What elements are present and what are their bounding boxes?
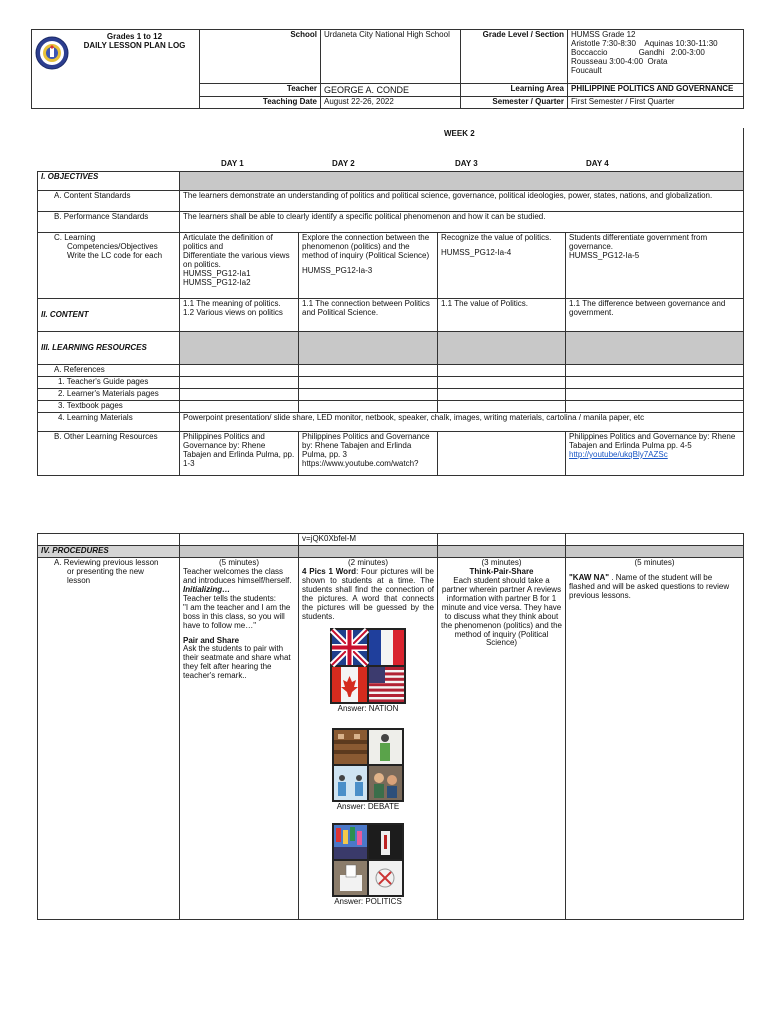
comp-label-line: C. Learning — [54, 233, 96, 242]
grade-value — [568, 30, 744, 84]
content-line: 1.1 The difference between governance and government. — [569, 299, 726, 317]
other-label: B. Other Learning Resources — [38, 431, 180, 475]
comp-day3 — [438, 233, 566, 299]
game-desc — [302, 568, 434, 622]
time-label: (5 minutes) — [218, 557, 259, 567]
usa-flag-icon — [369, 667, 404, 702]
resources-grey — [299, 332, 438, 365]
mat-label: 4. Learning Materials — [38, 412, 180, 431]
tps-title: Think-Pair-Share — [469, 566, 534, 576]
resources-heading: III. LEARNING RESOURCES — [38, 332, 180, 365]
quote-text: "I am the teacher and I am the boss in this class, so you will have to follow me…" — [183, 602, 291, 630]
empty-cell — [180, 400, 299, 412]
date-value: August 22-26, 2022 — [321, 97, 461, 109]
title-line-1: Grades 1 to 12 — [106, 32, 163, 41]
school-label: School — [200, 30, 321, 84]
refs-label: A. References — [38, 365, 180, 377]
other-day3 — [438, 431, 566, 475]
procedures-heading: IV. PROCEDURES — [38, 545, 180, 557]
person-icon — [369, 730, 402, 764]
other-day2: Philippines Politics and Governance by: Rhene Tabajen and Erlinda Pulma, pp. 3 https://www.youtube.com/watch? — [299, 431, 438, 475]
puzzle-debate-image — [332, 728, 404, 802]
empty-cell — [566, 534, 744, 546]
lm-label: 2. Learner's Materials pages — [38, 388, 180, 400]
review-label-line: lesson — [67, 575, 91, 585]
empty-cell — [566, 365, 744, 377]
time-label: (5 minutes) — [634, 557, 675, 567]
perf-std-label: B. Performance Standards — [38, 212, 180, 233]
day-header-2: DAY 2 — [332, 159, 355, 168]
pair-title: Pair and Share — [183, 635, 240, 645]
school-value: Urdaneta City National High School — [321, 30, 461, 84]
proc-text: Teacher welcomes the class and introduces himself/herself. — [183, 566, 292, 585]
day-header-4: DAY 4 — [586, 159, 609, 168]
empty-cell — [180, 534, 299, 546]
tg-label: 1. Teacher's Guide pages — [38, 376, 180, 388]
game-title: 4 Pics 1 Word — [302, 566, 357, 576]
teacher-value: GEORGE A. CONDE — [321, 84, 461, 97]
content-line: 1.1 The meaning of politics. — [183, 299, 281, 308]
puzzle-nation-image — [330, 628, 406, 704]
pair-text: Ask the students to pair with their seatmate and share what they felt after hearing the teacher's remark.. — [183, 644, 291, 681]
deped-seal-icon — [35, 36, 69, 70]
review-label — [38, 557, 180, 919]
review-label-line: or presenting the new — [67, 566, 144, 576]
people-arguing-icon — [369, 766, 402, 800]
day-header-1: DAY 1 — [221, 159, 244, 168]
resources-grey — [566, 332, 744, 365]
comp-day2 — [299, 233, 438, 299]
day-header-3: DAY 3 — [455, 159, 478, 168]
proc-day2 — [299, 557, 438, 919]
objectives-grey — [180, 172, 744, 191]
canada-flag-icon — [332, 667, 367, 702]
empty-cell — [438, 534, 566, 546]
other-day4 — [566, 431, 744, 475]
puzzle-politics-image — [332, 823, 404, 897]
comp-line: Recognize the value of politics. — [441, 233, 552, 242]
empty-cell — [180, 365, 299, 377]
content-day2 — [299, 299, 438, 332]
resources-grey — [180, 332, 299, 365]
flags-crowd-icon — [334, 825, 367, 859]
area-value: PHILIPPINE POLITICS AND GOVERNANCE — [568, 84, 744, 97]
week-label: WEEK 2 — [444, 129, 475, 138]
answer-nation: Answer: NATION — [337, 703, 399, 713]
content-day3 — [438, 299, 566, 332]
kawna-text: . Name of the student will be flashed and will be asked questions to review previous lessons. — [569, 572, 730, 600]
proc-day3 — [438, 557, 566, 919]
time-label: (3 minutes) — [481, 557, 522, 567]
grade-line: Boccaccio Gandhi 2:00-3:00 — [571, 47, 705, 57]
proc-day4 — [566, 557, 744, 919]
game-text: : Four pictures will be shown to students at a time. The students shall find the connection of the pictures. A word that connects the pictures will be guessed by the students. — [302, 566, 434, 621]
content-day4 — [566, 299, 744, 332]
grade-line: Foucault — [571, 65, 602, 75]
empty-cell — [438, 365, 566, 377]
answer-politics: Answer: POLITICS — [334, 897, 402, 907]
empty-cell — [566, 388, 744, 400]
mat-value: Powerpoint presentation/ slide share, LED monitor, netbook, speaker, chalk, images, writing materials, cartolina / manila paper, etc — [180, 412, 744, 431]
other-day4-text: Philippines Politics and Governance by: Rhene Tabajen and Erlinda Pulma pp. 4-5 — [569, 431, 736, 450]
sem-value: First Semester / First Quarter — [568, 97, 744, 109]
tps-text: Each student should take a partner wherein partner A reviews information with partner B for 1 minute and vice versa. They have to discuss what they think about the phenomenon (politics) and the method of inquiry (Political Science) — [441, 575, 562, 648]
lesson-table — [37, 171, 744, 476]
comp-day1 — [180, 233, 299, 299]
procedures-grey — [299, 545, 438, 557]
procedures-grey — [438, 545, 566, 557]
empty-cell — [299, 400, 438, 412]
objectives-heading: I. OBJECTIVES — [38, 172, 180, 191]
content-heading: II. CONTENT — [38, 299, 180, 332]
comp-line: Articulate the definition of politics and — [183, 233, 273, 251]
area-label: Learning Area — [461, 84, 568, 97]
url-cont: v=jQK0Xbfel-M — [299, 534, 438, 546]
content-std-label: A. Content Standards — [38, 191, 180, 212]
content-day1 — [180, 299, 299, 332]
header-title-cell — [32, 30, 200, 109]
comp-label — [38, 233, 180, 299]
empty-cell — [38, 534, 180, 546]
grade-line: Rousseau 3:00-4:00 Orata — [571, 56, 668, 66]
empty-cell — [299, 376, 438, 388]
grade-line: HUMSS Grade 12 — [571, 30, 636, 39]
main-table-frame — [37, 128, 744, 171]
teacher-label: Teacher — [200, 84, 321, 97]
ballot-paper-icon — [369, 861, 402, 895]
youtube-link[interactable]: http://youtube/ukqBly7AZSc — [569, 449, 668, 459]
comp-code: HUMSS_PG12-Ia-3 — [302, 265, 373, 275]
resources-grey — [438, 332, 566, 365]
proc-day1 — [180, 557, 299, 919]
comp-code: HUMSS_PG12-Ia2 — [183, 277, 251, 287]
empty-cell — [566, 400, 744, 412]
empty-cell — [438, 376, 566, 388]
courtroom-icon — [334, 730, 367, 764]
uk-flag-icon — [332, 630, 367, 665]
empty-cell — [180, 376, 299, 388]
comp-label-line: Competencies/Objectives — [67, 241, 158, 251]
time-label: (2 minutes) — [347, 557, 388, 567]
speaker-icon — [369, 825, 402, 859]
comp-code: HUMSS_PG12-Ia1 — [183, 268, 251, 278]
comp-day4 — [566, 233, 744, 299]
init-label: Initializing… — [183, 584, 231, 594]
grade-line: Aristotle 7:30-8:30 Aquinas 10:30-11:30 — [571, 38, 718, 48]
procedures-grey — [566, 545, 744, 557]
empty-cell — [566, 376, 744, 388]
procedures-grey — [180, 545, 299, 557]
content-line: 1.2 Various views on politics — [183, 307, 283, 317]
procedures-table — [37, 533, 744, 920]
empty-cell — [438, 400, 566, 412]
comp-line: Students differentiate government from governance. — [569, 233, 708, 251]
content-line: 1.1 The connection between Politics and Political Science. — [302, 299, 430, 317]
date-label: Teaching Date — [200, 97, 321, 109]
tb-label: 3. Textbook pages — [38, 400, 180, 412]
empty-cell — [299, 365, 438, 377]
france-flag-icon — [369, 630, 404, 665]
comp-code: HUMSS_PG12-Ia-5 — [569, 250, 640, 260]
comp-line: Explore the connection between the phenomenon (politics) and the method of inquiry (Political Science) — [302, 233, 430, 260]
content-std-value: The learners demonstrate an understanding of politics and political science, governance, political ideologies, power, states, nations, and globalization. — [180, 191, 744, 212]
perf-std-value: The learners shall be able to clearly identify a specific political phenomenon and how it can be studied. — [180, 212, 744, 233]
answer-debate: Answer: DEBATE — [336, 801, 400, 811]
other-day1: Philippines Politics and Governance by: Rhene Tabajen and Erlinda Pulma, pp. 1-3 — [180, 431, 299, 475]
comp-label-line: Write the LC code for each — [67, 250, 163, 260]
header-table — [31, 29, 744, 109]
grade-label: Grade Level / Section — [461, 30, 568, 84]
empty-cell — [180, 388, 299, 400]
empty-cell — [438, 388, 566, 400]
ballot-box-icon — [334, 861, 367, 895]
empty-cell — [299, 388, 438, 400]
content-line: 1.1 The value of Politics. — [441, 299, 529, 308]
review-label-line: A. Reviewing previous lesson — [54, 557, 159, 567]
podium-icon — [334, 766, 367, 800]
comp-line: Differentiate the various views on politics. — [183, 250, 290, 269]
proc-text: Teacher tells the students: — [183, 593, 276, 603]
comp-code: HUMSS_PG12-Ia-4 — [441, 247, 512, 257]
title-line-2: DAILY LESSON PLAN LOG — [83, 40, 186, 50]
kawna-title: "KAW NA" — [569, 572, 610, 582]
sem-label: Semester / Quarter — [461, 97, 568, 109]
kawna-desc — [569, 574, 740, 601]
